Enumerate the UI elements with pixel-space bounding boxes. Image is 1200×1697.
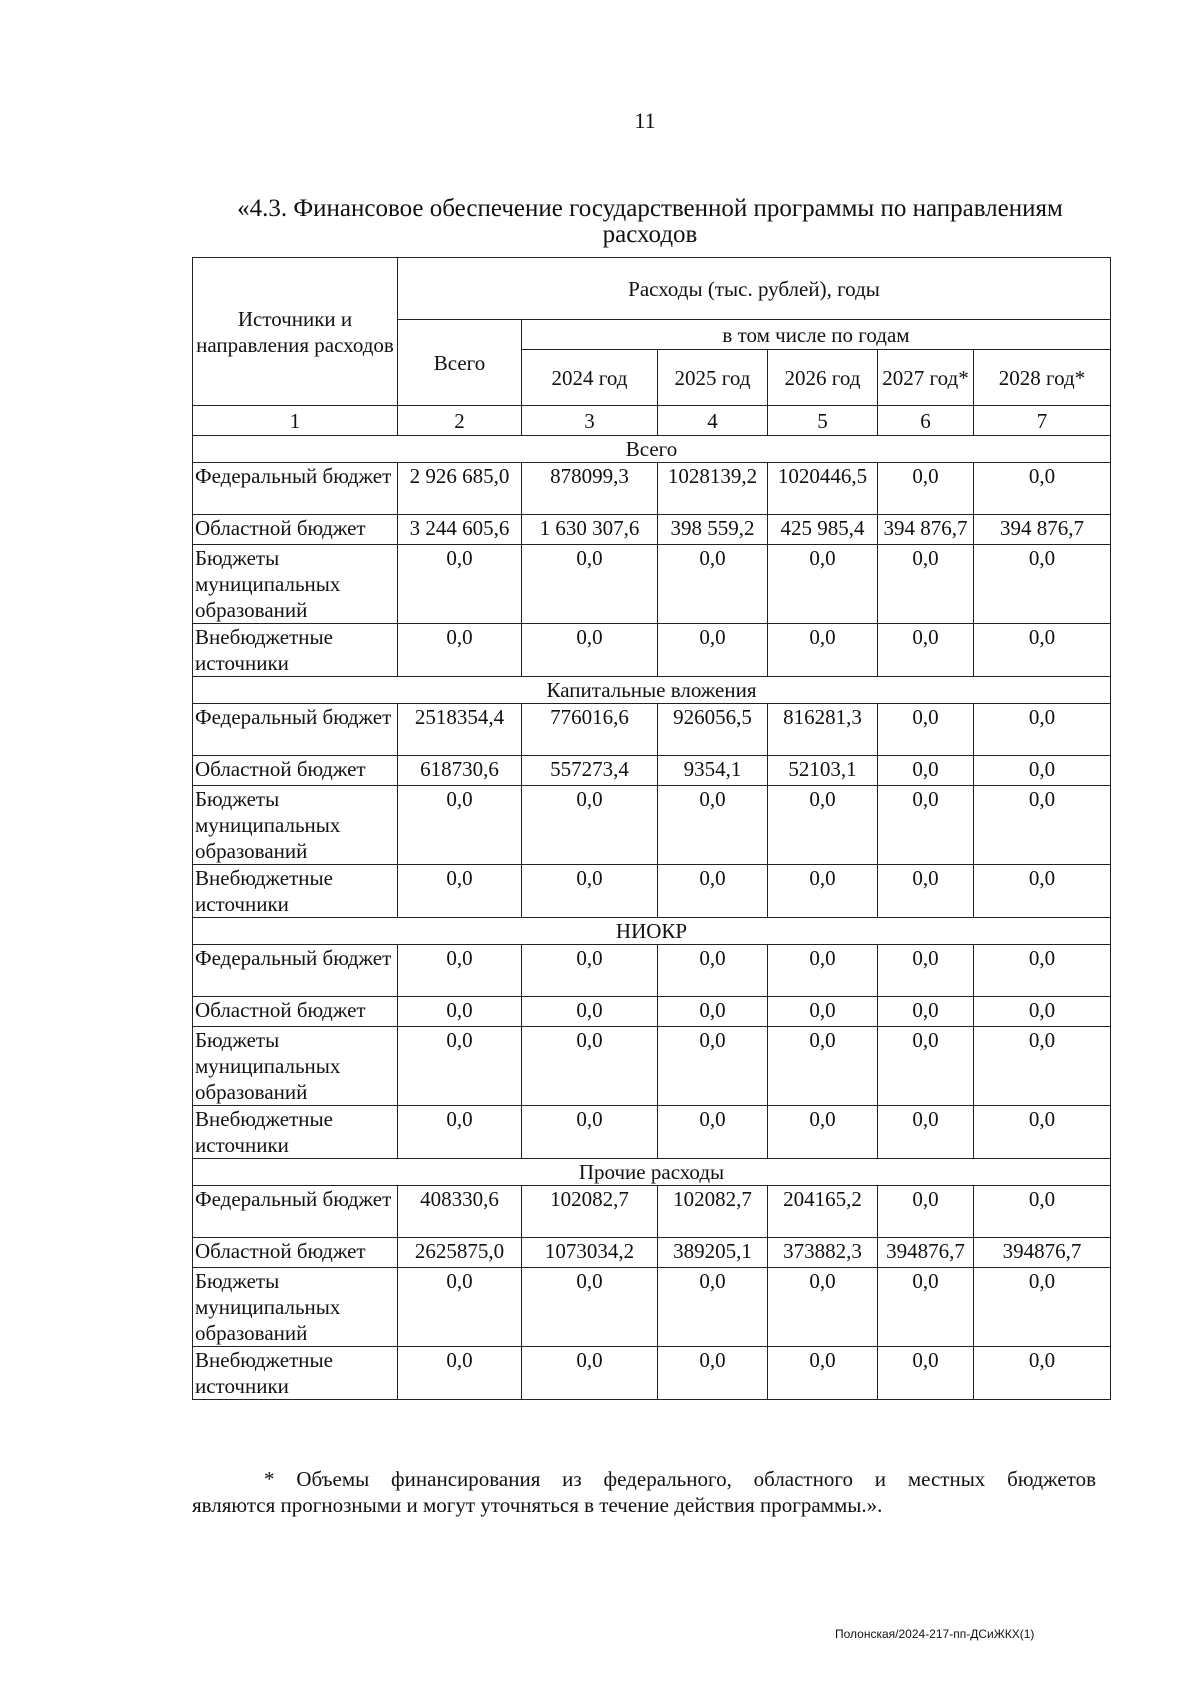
value-cell: 0,0: [522, 1027, 658, 1106]
value-cell: 0,0: [522, 624, 658, 677]
value-cell: 0,0: [398, 624, 522, 677]
value-cell: 0,0: [974, 1106, 1111, 1159]
page-number: 11: [634, 108, 656, 133]
value-cell: 0,0: [878, 624, 974, 677]
value-cell: 394 876,7: [974, 515, 1111, 545]
value-cell: 0,0: [878, 1268, 974, 1347]
value-cell: 0,0: [974, 545, 1111, 624]
value-cell: 0,0: [658, 1347, 768, 1400]
section-title-row: [193, 1159, 1111, 1186]
table-row: [193, 1027, 1111, 1106]
source-cell: Внебюджетные источники: [193, 1106, 398, 1159]
value-cell: 0,0: [398, 1106, 522, 1159]
header-year-2027: 2027 год*: [878, 350, 974, 406]
source-cell: Бюджеты муниципальных образований: [193, 786, 398, 865]
section-title: НИОКР: [193, 918, 1111, 945]
table-row: [193, 545, 1111, 624]
value-cell: 0,0: [878, 545, 974, 624]
value-cell: 0,0: [878, 997, 974, 1027]
table-row: [193, 1268, 1111, 1347]
value-cell: 0,0: [768, 1268, 878, 1347]
source-cell: Областной бюджет: [193, 997, 398, 1027]
value-cell: 0,0: [658, 1268, 768, 1347]
value-cell: 0,0: [658, 997, 768, 1027]
value-cell: 394 876,7: [878, 515, 974, 545]
value-cell: 0,0: [878, 786, 974, 865]
value-cell: 557273,4: [522, 756, 658, 786]
value-cell: 0,0: [768, 1106, 878, 1159]
column-numbers-row: [193, 406, 1111, 436]
heading-line-1: «4.3. Финансовое обеспечение государственной программы по направлениям: [237, 195, 1063, 222]
table-row: [193, 463, 1111, 515]
value-cell: 394876,7: [878, 1238, 974, 1268]
value-cell: 0,0: [398, 865, 522, 918]
table-row: [193, 945, 1111, 997]
source-cell: Бюджеты муниципальных образований: [193, 1027, 398, 1106]
value-cell: 0,0: [974, 704, 1111, 756]
value-cell: 0,0: [768, 786, 878, 865]
value-cell: 2 926 685,0: [398, 463, 522, 515]
value-cell: 0,0: [522, 786, 658, 865]
value-cell: 0,0: [658, 1106, 768, 1159]
value-cell: 0,0: [974, 865, 1111, 918]
value-cell: 0,0: [878, 1027, 974, 1106]
header-expenses: Расходы (тыс. рублей), годы: [398, 258, 1111, 320]
table-row: [193, 624, 1111, 677]
value-cell: 0,0: [522, 997, 658, 1027]
value-cell: 394876,7: [974, 1238, 1111, 1268]
value-cell: 102082,7: [522, 1186, 658, 1238]
value-cell: 0,0: [658, 545, 768, 624]
value-cell: 0,0: [522, 945, 658, 997]
section-title: Капитальные вложения: [193, 677, 1111, 704]
value-cell: 0,0: [974, 756, 1111, 786]
value-cell: 0,0: [878, 1347, 974, 1400]
table-row: [193, 1238, 1111, 1268]
source-cell: Областной бюджет: [193, 515, 398, 545]
footnote: [192, 1466, 1096, 1518]
value-cell: 0,0: [658, 624, 768, 677]
table-row: [193, 1186, 1111, 1238]
value-cell: 0,0: [658, 786, 768, 865]
section-title: Прочие расходы: [193, 1159, 1111, 1186]
financing-table: [192, 257, 1111, 1400]
value-cell: 2518354,4: [398, 704, 522, 756]
value-cell: 0,0: [522, 1106, 658, 1159]
value-cell: 0,0: [878, 865, 974, 918]
value-cell: 52103,1: [768, 756, 878, 786]
table-row: [193, 997, 1111, 1027]
value-cell: 0,0: [658, 945, 768, 997]
table-row: [193, 865, 1111, 918]
source-cell: Федеральный бюджет: [193, 945, 398, 997]
col-number: 7: [974, 406, 1111, 436]
value-cell: 389205,1: [658, 1238, 768, 1268]
value-cell: 0,0: [768, 945, 878, 997]
section-title-row: [193, 677, 1111, 704]
value-cell: 0,0: [398, 1347, 522, 1400]
value-cell: 618730,6: [398, 756, 522, 786]
table-row: [193, 756, 1111, 786]
value-cell: 0,0: [522, 545, 658, 624]
value-cell: 204165,2: [768, 1186, 878, 1238]
section-heading: [190, 196, 1110, 248]
header-total: Всего: [398, 320, 522, 406]
value-cell: 0,0: [658, 865, 768, 918]
section-title-row: [193, 918, 1111, 945]
value-cell: 0,0: [768, 545, 878, 624]
value-cell: 0,0: [974, 1268, 1111, 1347]
document-stamp: Полонская/2024-217-пп-ДСиЖКХ(1): [835, 1627, 1035, 1641]
value-cell: 9354,1: [658, 756, 768, 786]
value-cell: 0,0: [878, 1106, 974, 1159]
value-cell: 2625875,0: [398, 1238, 522, 1268]
col-number: 1: [193, 406, 398, 436]
value-cell: 926056,5: [658, 704, 768, 756]
value-cell: 102082,7: [658, 1186, 768, 1238]
col-number: 2: [398, 406, 522, 436]
source-cell: Внебюджетные источники: [193, 865, 398, 918]
header-sources: Источники и направления расходов: [193, 258, 398, 406]
section-title: Всего: [193, 436, 1111, 463]
value-cell: 0,0: [768, 997, 878, 1027]
value-cell: 0,0: [398, 1027, 522, 1106]
table-row: [193, 1347, 1111, 1400]
footnote-line-2: являются прогнозными и могут уточняться в течение действия программы.».: [192, 1493, 883, 1517]
header-by-years: в том числе по годам: [522, 320, 1111, 350]
col-number: 6: [878, 406, 974, 436]
value-cell: 0,0: [974, 997, 1111, 1027]
source-cell: Федеральный бюджет: [193, 463, 398, 515]
table-row: [193, 515, 1111, 545]
value-cell: 1020446,5: [768, 463, 878, 515]
value-cell: 0,0: [974, 1027, 1111, 1106]
footnote-line-1: * Объемы финансирования из федерального, областного и местных бюджетов: [264, 1467, 1096, 1491]
source-cell: Областной бюджет: [193, 756, 398, 786]
value-cell: 1073034,2: [522, 1238, 658, 1268]
value-cell: 0,0: [878, 945, 974, 997]
value-cell: 0,0: [974, 624, 1111, 677]
value-cell: 1028139,2: [658, 463, 768, 515]
col-number: 4: [658, 406, 768, 436]
source-cell: Федеральный бюджет: [193, 704, 398, 756]
source-cell: Внебюджетные источники: [193, 1347, 398, 1400]
header-year-2028: 2028 год*: [974, 350, 1111, 406]
value-cell: 0,0: [878, 704, 974, 756]
section-title-row: [193, 436, 1111, 463]
value-cell: 0,0: [658, 1027, 768, 1106]
value-cell: 425 985,4: [768, 515, 878, 545]
value-cell: 0,0: [398, 1268, 522, 1347]
value-cell: 0,0: [768, 624, 878, 677]
value-cell: 816281,3: [768, 704, 878, 756]
source-cell: Областной бюджет: [193, 1238, 398, 1268]
header-year-2024: 2024 год: [522, 350, 658, 406]
value-cell: 0,0: [768, 1027, 878, 1106]
table-row: [193, 1106, 1111, 1159]
heading-line-2: расходов: [602, 221, 698, 248]
value-cell: 0,0: [522, 1347, 658, 1400]
header-year-2026: 2026 год: [768, 350, 878, 406]
value-cell: 0,0: [878, 1186, 974, 1238]
source-cell: Федеральный бюджет: [193, 1186, 398, 1238]
value-cell: 0,0: [522, 865, 658, 918]
value-cell: 776016,6: [522, 704, 658, 756]
value-cell: 0,0: [878, 463, 974, 515]
value-cell: 0,0: [768, 1347, 878, 1400]
value-cell: 878099,3: [522, 463, 658, 515]
value-cell: 0,0: [398, 997, 522, 1027]
value-cell: 0,0: [974, 1186, 1111, 1238]
value-cell: 0,0: [974, 945, 1111, 997]
table-row: [193, 704, 1111, 756]
source-cell: Бюджеты муниципальных образований: [193, 1268, 398, 1347]
col-number: 5: [768, 406, 878, 436]
table-row: [193, 786, 1111, 865]
value-cell: 0,0: [768, 865, 878, 918]
value-cell: 398 559,2: [658, 515, 768, 545]
col-number: 3: [522, 406, 658, 436]
value-cell: 373882,3: [768, 1238, 878, 1268]
header-year-2025: 2025 год: [658, 350, 768, 406]
value-cell: 0,0: [398, 545, 522, 624]
value-cell: 3 244 605,6: [398, 515, 522, 545]
value-cell: 408330,6: [398, 1186, 522, 1238]
value-cell: 0,0: [974, 463, 1111, 515]
value-cell: 0,0: [522, 1268, 658, 1347]
value-cell: 0,0: [398, 945, 522, 997]
value-cell: 0,0: [398, 786, 522, 865]
value-cell: 1 630 307,6: [522, 515, 658, 545]
source-cell: Внебюджетные источники: [193, 624, 398, 677]
value-cell: 0,0: [878, 756, 974, 786]
value-cell: 0,0: [974, 1347, 1111, 1400]
source-cell: Бюджеты муниципальных образований: [193, 545, 398, 624]
value-cell: 0,0: [974, 786, 1111, 865]
